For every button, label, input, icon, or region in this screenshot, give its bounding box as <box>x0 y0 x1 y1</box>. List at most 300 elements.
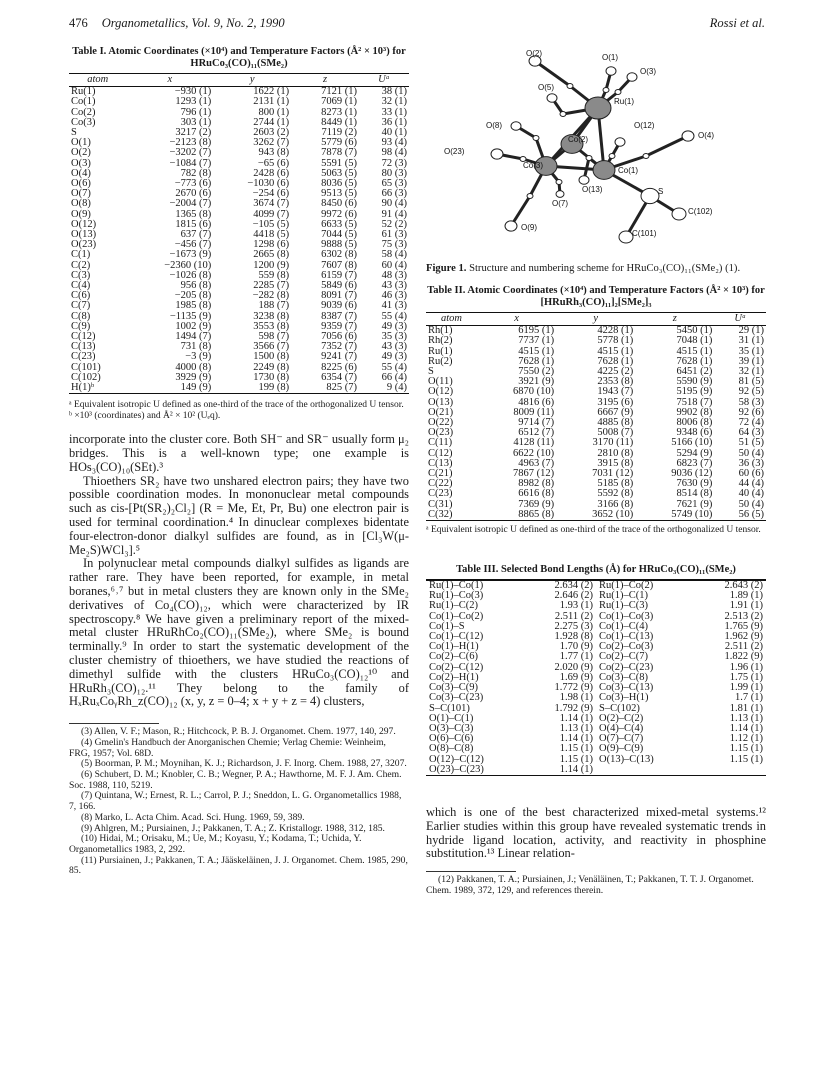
figure-1-caption <box>426 263 766 275</box>
table-cell: −1135 (9) <box>169 310 212 322</box>
table-cell: 6159 (7) <box>321 269 357 281</box>
table-cell: 7048 (1) <box>676 335 713 347</box>
table-cell: 7518 (7) <box>676 396 713 408</box>
table-cell: 731 (8) <box>180 341 212 353</box>
table-cell: 9241 (7) <box>321 351 357 363</box>
body-text-left <box>69 433 409 709</box>
table-row <box>426 704 766 714</box>
atom <box>609 153 615 158</box>
reference: (7) Quintana, W.; Ernest, R. L.; Carrol, P. J.; Sneddon, L. G. Organometallics 1988, 7, 166. <box>69 790 402 813</box>
table-row <box>426 438 766 448</box>
table-cell: Co(3)–C(13) <box>598 682 654 694</box>
reference: (10) Hidai, M.; Orisaku, M.; Ue, M.; Koyasu, Y.; Kodama, T.; Uchida, Y. Organometallics 1983, 2, 292. <box>69 833 362 855</box>
table-cell: 9039 (6) <box>321 300 357 312</box>
atom <box>547 94 557 103</box>
table-cell: O(4)–C(4) <box>598 722 644 734</box>
table-row <box>69 138 409 148</box>
reference: (4) Gmelin's Handbuch der Anorganischen Chemie; Verlag Chemie: Weinheim, FRG, 1957; Vol. 68D. <box>69 736 386 759</box>
table-cell: 5008 (7) <box>597 427 634 439</box>
table-cell: Co(1) <box>71 96 96 108</box>
atom-label: C(101) <box>632 229 657 238</box>
table-row <box>69 220 409 230</box>
table-row <box>69 373 409 383</box>
table-cell: 92 (6) <box>738 406 764 418</box>
table-cell: Co(2)–C(6) <box>429 651 478 663</box>
atom-label: O(12) <box>634 121 655 130</box>
table-cell: 5778 (1) <box>597 335 634 347</box>
table-row <box>426 418 766 428</box>
table-cell: −1084 (7) <box>169 157 212 169</box>
table-cell: 1.772 (9) <box>554 682 593 694</box>
table1-col-header: atom <box>87 74 109 85</box>
table-cell: 1.77 (1) <box>559 651 593 663</box>
table-cell: 2249 (8) <box>253 361 290 373</box>
table-row <box>426 734 766 744</box>
table-cell: 35 (3) <box>381 331 407 343</box>
table-cell: O(23)–C(23) <box>429 763 484 775</box>
table-cell: 1.15 (1) <box>559 753 593 765</box>
table-cell: 7867 (12) <box>513 468 555 480</box>
table-cell: 7056 (6) <box>321 331 357 343</box>
table-row <box>69 271 409 281</box>
atom <box>615 89 621 94</box>
atom-label: O(8) <box>486 121 502 130</box>
table-row <box>426 336 766 346</box>
table-cell: 7628 (1) <box>597 355 634 367</box>
table-cell: 3929 (9) <box>175 371 212 383</box>
molecular-structure-drawing <box>426 46 766 261</box>
figure-1-structure <box>426 46 766 261</box>
table-cell: 7069 (1) <box>321 96 357 108</box>
table-row <box>426 693 766 703</box>
table-cell: 91 (4) <box>381 208 407 220</box>
table-cell: Rh(2) <box>428 335 453 347</box>
table2-body <box>426 326 766 521</box>
table-cell: 2428 (6) <box>253 167 290 179</box>
table-cell: O(6) <box>71 178 91 190</box>
table-cell: 1.822 (9) <box>724 651 763 663</box>
atom-label: O(23) <box>444 147 465 156</box>
table-cell: Co(2)–H(1) <box>429 671 479 683</box>
table-row <box>69 179 409 189</box>
table-cell: 943 (8) <box>258 147 290 159</box>
table-row <box>69 332 409 342</box>
table-cell: C(4) <box>71 280 91 292</box>
table-cell: Co(1)–H(1) <box>429 641 479 653</box>
table-cell: O(3)–C(3) <box>429 722 474 734</box>
table-cell: 1.93 (1) <box>559 600 593 612</box>
table3 <box>426 579 766 776</box>
table-cell: 7737 (1) <box>518 335 555 347</box>
atom-label: Co(2) <box>568 135 589 144</box>
table-cell: 3195 (6) <box>597 396 634 408</box>
table-cell: 559 (8) <box>258 269 290 281</box>
table-cell: 2285 (7) <box>253 280 290 292</box>
atom <box>615 138 625 147</box>
table2-caption: Table II. Atomic Coordinates (×10⁴) and Temperature Factors (Å² × 10³) for [HRuRh₃(CO)₁₁]₂[SMe₂]₃ <box>427 285 765 308</box>
table-cell: 56 (5) <box>738 508 764 520</box>
reference: (6) Schubert, D. M.; Knobler, C. B.; Wegner, P. A.; Hawthorne, M. F. J. Am. Chem. Soc. 1988, 110, 5219. <box>69 769 402 791</box>
table-cell: 5185 (8) <box>597 478 634 490</box>
paragraph: incorporate into the cluster core. Both SH⁻ and SR⁻ usually form μ₂ bridges. This is a well-known type; one example is HOs₃(CO)₁₀(SEt).³ <box>69 432 409 474</box>
table-cell: 3262 (7) <box>253 137 290 149</box>
table-cell: C(23) <box>428 488 453 500</box>
table-cell: −282 (8) <box>252 290 290 302</box>
table-row <box>426 377 766 387</box>
table-cell: −1026 (8) <box>169 269 212 281</box>
table-cell: 90 (4) <box>381 198 407 210</box>
table-cell: 80 (3) <box>381 167 407 179</box>
table-cell: O(3) <box>71 157 91 169</box>
table-cell: 5591 (5) <box>321 157 357 169</box>
table-cell: 1.70 (9) <box>559 641 593 653</box>
table-cell: 6512 (7) <box>518 427 555 439</box>
table-cell: 8982 (8) <box>518 478 555 490</box>
table-cell: 1.7 (1) <box>735 692 763 704</box>
table-cell: 49 (3) <box>381 320 407 332</box>
table-cell: −205 (8) <box>174 290 212 302</box>
table-cell: 7621 (9) <box>676 498 713 510</box>
table-cell: 60 (4) <box>381 259 407 271</box>
table-cell: 9902 (8) <box>676 406 713 418</box>
table-cell: 1494 (7) <box>175 331 212 343</box>
table-cell: O(9)–C(9) <box>598 743 644 755</box>
table-cell: Co(2)–C(12) <box>429 661 484 673</box>
table-cell: 1.12 (1) <box>729 733 763 745</box>
table-cell: 58 (4) <box>381 249 407 261</box>
table-cell: S–C(101) <box>429 702 470 714</box>
table-cell: 7119 (2) <box>321 127 357 139</box>
atom <box>672 208 686 220</box>
table-cell: C(8) <box>71 310 91 322</box>
table-cell: 32 (1) <box>738 366 764 378</box>
table-cell: 60 (6) <box>738 468 764 480</box>
table-cell: 1.14 (1) <box>559 763 593 775</box>
table-cell: 44 (4) <box>738 478 764 490</box>
table-cell: 2.020 (9) <box>554 661 593 673</box>
atom-label: Co(3) <box>523 161 544 170</box>
table-cell: 2.275 (3) <box>554 620 593 632</box>
table-cell: 4000 (8) <box>175 361 212 373</box>
table-cell: 6451 (2) <box>676 366 713 378</box>
table-cell: 52 (2) <box>381 218 407 230</box>
table-cell: 7369 (9) <box>518 498 555 510</box>
atom-label: O(5) <box>538 83 554 92</box>
atom-label: O(13) <box>582 185 603 194</box>
table-cell: 38 (1) <box>381 86 407 98</box>
table-cell: 1200 (9) <box>253 259 290 271</box>
table-cell: C(3) <box>71 269 91 281</box>
table-cell: 7121 (1) <box>321 86 357 98</box>
table-cell: S <box>428 366 434 378</box>
table-row <box>69 301 409 311</box>
table-cell: O(21) <box>428 406 454 418</box>
table-row <box>69 148 409 158</box>
table-cell: C(101) <box>71 361 101 373</box>
table-cell: 1.96 (1) <box>729 661 763 673</box>
table-cell: 4418 (5) <box>253 229 290 241</box>
metal-atom <box>585 97 611 119</box>
table-cell: 6622 (10) <box>513 447 555 459</box>
table-cell: 50 (4) <box>738 498 764 510</box>
table-cell: 1.89 (1) <box>729 590 763 602</box>
table-cell: 75 (3) <box>381 239 407 251</box>
table-cell: 1.15 (1) <box>729 753 763 765</box>
running-header-left <box>69 16 285 31</box>
table-cell: 7550 (2) <box>518 366 555 378</box>
table-cell: 3921 (9) <box>518 376 555 388</box>
table-cell: Ru(1)–Co(2) <box>598 580 654 592</box>
table-cell: 2.513 (2) <box>724 610 763 622</box>
table-cell: 1.15 (1) <box>559 743 593 755</box>
table-row <box>426 367 766 377</box>
table-cell: 5779 (6) <box>321 137 357 149</box>
table-cell: 3217 (2) <box>175 127 212 139</box>
table-cell: 1.81 (1) <box>729 702 763 714</box>
atom-label: Ru(1) <box>614 97 635 106</box>
table-cell: 50 (4) <box>738 447 764 459</box>
atom <box>491 149 503 159</box>
table-row <box>426 489 766 499</box>
table-cell: 4515 (1) <box>676 345 713 357</box>
table-cell: 598 (7) <box>258 331 290 343</box>
left-column <box>69 46 409 877</box>
table-cell: O(2)–C(2) <box>598 712 644 724</box>
table-cell: −3202 (7) <box>169 147 212 159</box>
table-cell: Rh(1) <box>428 325 453 337</box>
table-cell: 7044 (5) <box>321 229 357 241</box>
table-cell: 4885 (8) <box>597 417 634 429</box>
table-cell: −2360 (10) <box>164 259 212 271</box>
table-cell: 1293 (1) <box>175 96 212 108</box>
table-cell: Co(1)–C(4) <box>598 620 648 632</box>
table-row <box>426 744 766 754</box>
table-row <box>69 312 409 322</box>
table-cell: 8036 (5) <box>321 178 357 190</box>
reference: (12) Pakkanen, T. A.; Pursiainen, J.; Venäläinen, T.; Pakkanen, T. T. J. Organomet. Chem. 1989, 372, 129, and references therein. <box>426 874 754 896</box>
table-cell: O(12) <box>71 218 97 230</box>
atom <box>619 231 633 243</box>
table-cell: 43 (3) <box>381 341 407 353</box>
table-cell: O(13)–C(13) <box>598 753 654 765</box>
table-cell: 64 (3) <box>738 427 764 439</box>
atom-label: O(1) <box>602 53 618 62</box>
table-cell: 49 (3) <box>381 351 407 363</box>
table-cell: 796 (1) <box>180 106 212 118</box>
table-cell: C(32) <box>428 508 453 520</box>
atom <box>603 87 609 92</box>
table-cell: 188 (7) <box>258 300 290 312</box>
table-cell: 2744 (1) <box>253 116 290 128</box>
table-cell: 2.511 (2) <box>724 641 763 653</box>
table-cell: Co(2)–C(7) <box>598 651 648 663</box>
table-cell: O(1)–C(1) <box>429 712 474 724</box>
atom-label: O(3) <box>640 67 656 76</box>
table1-header-row <box>69 74 409 87</box>
table-row <box>426 765 766 776</box>
table2-footnote: ᵃ Equivalent isotropic U defined as one-third of the trace of the orthogonalized U tensor. <box>426 525 761 536</box>
reference: (8) Marko, L. Acta Chim. Acad. Sci. Hung. 1969, 59, 389. <box>81 811 305 823</box>
table-cell: 3170 (11) <box>592 437 634 449</box>
table-row <box>69 363 409 373</box>
table-cell: 1.14 (1) <box>729 722 763 734</box>
table-cell: 7352 (7) <box>321 341 357 353</box>
table-cell: 4228 (1) <box>597 325 634 337</box>
table1-col-header: x <box>167 74 173 85</box>
table-cell: 72 (4) <box>738 417 764 429</box>
reference: (11) Pursiainen, J.; Pakkanen, T. A.; Jääskeläinen, J. J. Organomet. Chem. 1985, 290, 85. <box>69 854 408 877</box>
table2-col-header: x <box>514 313 519 324</box>
table-cell: C(11) <box>428 437 453 449</box>
table-cell: 8449 (1) <box>321 116 357 128</box>
table-cell: 8009 (11) <box>513 406 555 418</box>
table-cell: 3553 (8) <box>253 320 290 332</box>
table-cell: 5590 (9) <box>676 376 713 388</box>
table-cell: Co(2)–C(23) <box>598 661 654 673</box>
table-cell: 8450 (6) <box>321 198 357 210</box>
table-cell: 1730 (8) <box>253 371 290 383</box>
table-cell: 1.13 (1) <box>559 722 593 734</box>
table-cell: 4099 (7) <box>253 208 290 220</box>
atom <box>560 111 566 116</box>
table-cell: 8514 (8) <box>676 488 713 500</box>
table-cell: 7607 (8) <box>321 259 357 271</box>
footnote-rule <box>69 723 159 724</box>
table-row <box>69 97 409 107</box>
table-cell: 5063 (5) <box>321 167 357 179</box>
table-cell: 32 (1) <box>381 96 407 108</box>
table-cell: H(1)ᵇ <box>71 382 95 394</box>
table-cell: 98 (4) <box>381 147 407 159</box>
table1-col-header: Uᵃ <box>378 74 390 85</box>
table-cell: 2.511 (2) <box>554 610 593 622</box>
table-cell: Co(1)–Co(3) <box>598 610 654 622</box>
table-cell: O(8) <box>71 198 91 210</box>
table-cell: 8387 (7) <box>321 310 357 322</box>
table-cell: O(8)–C(8) <box>429 743 474 755</box>
table-cell: 55 (4) <box>381 361 407 373</box>
table-cell: C(9) <box>71 320 91 332</box>
table-cell: 1298 (6) <box>253 239 290 251</box>
table-cell: 1.98 (1) <box>559 692 593 704</box>
table-cell: −456 (7) <box>174 239 212 251</box>
atom <box>641 188 659 203</box>
table-cell: 637 (7) <box>180 229 212 241</box>
table-cell: 55 (4) <box>381 310 407 322</box>
table-cell: 1.13 (1) <box>729 712 763 724</box>
table-cell: 6667 (9) <box>597 406 634 418</box>
table-cell: O(22) <box>428 417 454 429</box>
table1-footnote: ᵃ Equivalent isotropic U defined as one-third of the trace of the orthogonalized U tensor. ᵇ ×10³ (coordinates) and Å² × 10² (Uₑq). <box>69 400 404 422</box>
table-row <box>426 510 766 521</box>
table-cell: 2665 (8) <box>253 249 290 261</box>
bond <box>646 136 688 156</box>
table3-body <box>426 581 766 776</box>
table-cell: 800 (1) <box>258 106 290 118</box>
table-cell: 3674 (7) <box>253 198 290 210</box>
table-cell: 2670 (6) <box>175 188 212 200</box>
table-cell: 92 (5) <box>738 386 764 398</box>
table-cell: 93 (4) <box>381 137 407 149</box>
table-cell: 2.634 (2) <box>554 580 593 592</box>
table-cell: 40 (4) <box>738 488 764 500</box>
table-cell: Co(3)–H(1) <box>598 692 649 704</box>
table-cell: 46 (3) <box>381 290 407 302</box>
table-cell: 35 (1) <box>738 345 764 357</box>
table-cell: 61 (3) <box>381 229 407 241</box>
table-cell: 6616 (8) <box>518 488 555 500</box>
table-cell: 7878 (7) <box>321 147 357 159</box>
table1-col-header: y <box>249 74 255 85</box>
table2 <box>426 312 766 521</box>
table-cell: 5166 (10) <box>671 437 713 449</box>
table-row <box>426 469 766 479</box>
table-cell: 31 (1) <box>738 335 764 347</box>
table-cell: 9348 (6) <box>676 427 713 439</box>
table-cell: O(6)–C(6) <box>429 733 474 745</box>
table-row <box>426 724 766 734</box>
table-row <box>69 240 409 250</box>
table-cell: 6870 (10) <box>513 386 555 398</box>
table-cell: 65 (3) <box>381 178 407 190</box>
table-cell: C(12) <box>428 447 453 459</box>
table-cell: Co(1)–C(12) <box>429 631 484 643</box>
table-row <box>69 159 409 169</box>
table-cell: Ru(1)–C(1) <box>598 590 648 602</box>
table-row <box>69 128 409 138</box>
table-cell: 5849 (6) <box>321 280 357 292</box>
table-cell: Co(3)–C(9) <box>429 682 478 694</box>
table-cell: 956 (8) <box>180 280 212 292</box>
table-cell: 6302 (8) <box>321 249 357 261</box>
table-cell: 72 (3) <box>381 157 407 169</box>
table-cell: 6633 (5) <box>321 218 357 230</box>
table-cell: 4515 (1) <box>518 345 555 357</box>
table-row <box>69 169 409 179</box>
table-cell: 8865 (8) <box>518 508 555 520</box>
table-cell: 29 (1) <box>738 325 764 337</box>
table-cell: 2810 (8) <box>597 447 634 459</box>
table-cell: 2353 (8) <box>597 376 634 388</box>
table-cell: 66 (3) <box>381 188 407 200</box>
table-cell: O(13) <box>428 396 454 408</box>
table-cell: 40 (1) <box>381 127 407 139</box>
table-cell: 3652 (10) <box>592 508 634 520</box>
table-row <box>69 210 409 220</box>
table-row <box>426 357 766 367</box>
atom-label: S <box>658 187 664 196</box>
table-cell: 58 (3) <box>738 396 764 408</box>
table-row <box>426 479 766 489</box>
table-row <box>426 714 766 724</box>
table-cell: Ru(1) <box>428 345 453 357</box>
table-row <box>426 387 766 397</box>
table-cell: 149 (9) <box>180 382 212 394</box>
table-cell: 199 (8) <box>258 382 290 394</box>
table-cell: O(2) <box>71 147 91 159</box>
table-row <box>69 87 409 98</box>
table-row <box>69 322 409 332</box>
table-cell: 9714 (7) <box>518 417 555 429</box>
table-cell: C(22) <box>428 478 453 490</box>
table-cell <box>694 765 766 776</box>
table-cell: 43 (3) <box>381 280 407 292</box>
table-cell: 36 (3) <box>738 457 764 469</box>
table-row <box>69 189 409 199</box>
table-cell: 1.69 (9) <box>559 671 593 683</box>
table-row <box>69 118 409 128</box>
table-cell: 1.15 (1) <box>729 743 763 755</box>
